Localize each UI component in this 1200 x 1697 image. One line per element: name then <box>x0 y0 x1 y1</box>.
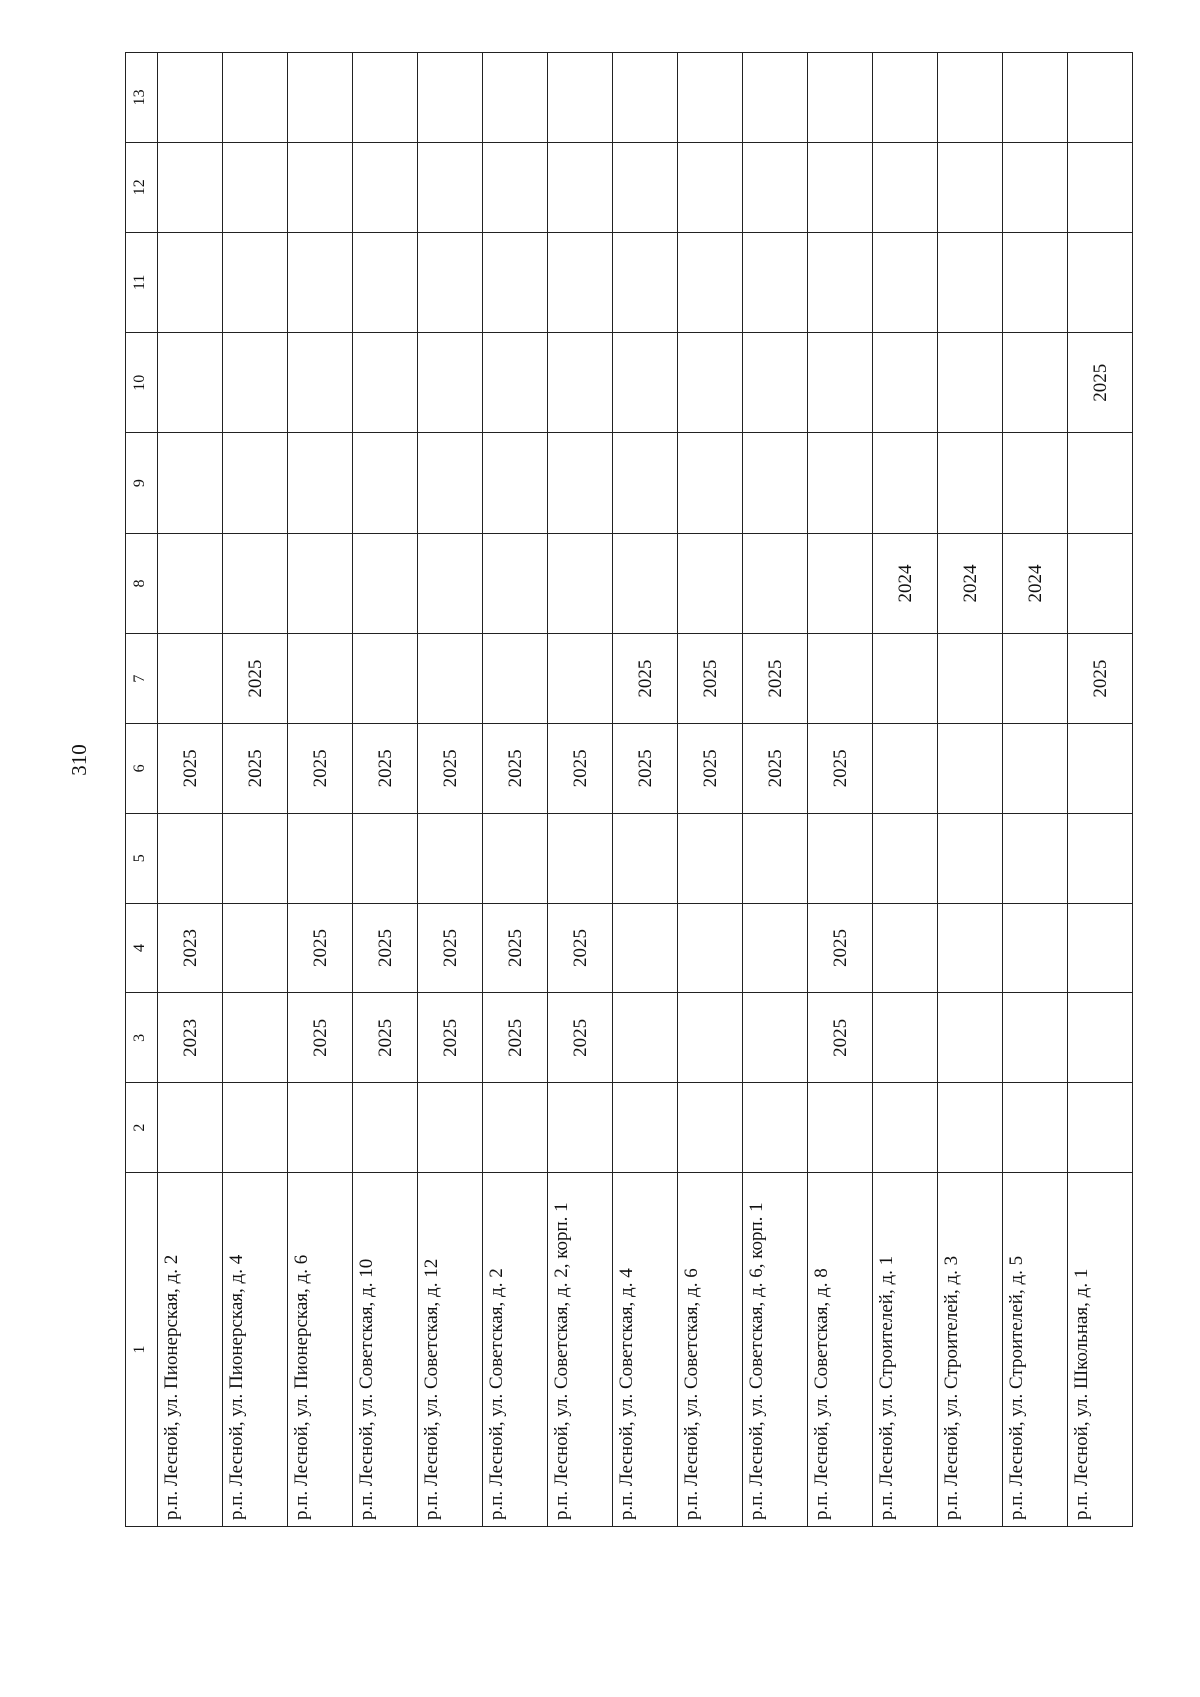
year-cell <box>938 53 1003 143</box>
year-cell <box>743 903 808 993</box>
year-cell <box>158 232 223 332</box>
year-cell <box>1003 333 1068 433</box>
year-cell <box>873 333 938 433</box>
year-cell <box>223 232 288 332</box>
table-row <box>743 53 808 1527</box>
year-cell: 2025 <box>808 903 873 993</box>
year-cell <box>548 232 613 332</box>
year-cell <box>1068 813 1133 903</box>
year-cell <box>873 813 938 903</box>
year-cell <box>1068 433 1133 533</box>
year-cell <box>808 634 873 724</box>
year-cell <box>873 142 938 232</box>
address-cell: р.п. Лесной, ул. Пионерская, д. 4 <box>223 1173 288 1527</box>
year-cell: 2025 <box>158 723 223 813</box>
year-cell <box>1068 1083 1133 1173</box>
year-cell <box>223 142 288 232</box>
table-row <box>938 53 1003 1527</box>
year-cell <box>288 333 353 433</box>
year-cell: 2025 <box>678 723 743 813</box>
year-cell <box>353 53 418 143</box>
address-cell: р.п. Лесной, ул. Советская, д. 2 <box>483 1173 548 1527</box>
year-cell <box>873 993 938 1083</box>
address-cell: р.п. Лесной, ул. Советская, д. 2, корп. 1 <box>548 1173 613 1527</box>
year-cell <box>613 993 678 1083</box>
year-cell <box>743 142 808 232</box>
year-cell <box>873 433 938 533</box>
year-cell <box>483 333 548 433</box>
year-cell <box>1068 993 1133 1083</box>
year-cell <box>483 1083 548 1173</box>
table-row <box>288 53 353 1527</box>
schedule-table <box>125 52 1133 1527</box>
year-cell <box>938 813 1003 903</box>
year-cell <box>678 533 743 633</box>
year-cell <box>613 333 678 433</box>
year-cell <box>548 1083 613 1173</box>
year-cell <box>483 142 548 232</box>
rotated-table-container <box>125 52 1111 1527</box>
year-cell <box>678 1083 743 1173</box>
year-cell <box>353 142 418 232</box>
year-cell <box>873 723 938 813</box>
year-cell: 2024 <box>1003 533 1068 633</box>
year-cell <box>223 533 288 633</box>
year-cell: 2025 <box>223 723 288 813</box>
year-cell <box>353 533 418 633</box>
year-cell <box>873 1083 938 1173</box>
year-cell <box>158 634 223 724</box>
year-cell <box>223 993 288 1083</box>
year-cell <box>418 333 483 433</box>
table-row <box>613 53 678 1527</box>
year-cell <box>873 53 938 143</box>
year-cell <box>418 53 483 143</box>
table-row <box>483 53 548 1527</box>
year-cell <box>743 533 808 633</box>
year-cell <box>548 433 613 533</box>
year-cell <box>1003 142 1068 232</box>
year-cell <box>288 433 353 533</box>
column-number-cell: 5 <box>126 813 158 903</box>
year-cell <box>938 232 1003 332</box>
address-cell: р.п. Лесной, ул. Строителей, д. 1 <box>873 1173 938 1527</box>
year-cell: 2025 <box>1068 333 1133 433</box>
year-cell <box>158 333 223 433</box>
year-cell <box>158 813 223 903</box>
year-cell <box>418 142 483 232</box>
year-cell: 2025 <box>288 723 353 813</box>
year-cell <box>613 903 678 993</box>
year-cell: 2025 <box>353 723 418 813</box>
table-row <box>548 53 613 1527</box>
year-cell <box>353 634 418 724</box>
year-cell <box>483 533 548 633</box>
year-cell <box>743 333 808 433</box>
year-cell <box>548 142 613 232</box>
year-cell <box>1068 533 1133 633</box>
year-cell: 2025 <box>483 903 548 993</box>
column-number-cell: 11 <box>126 232 158 332</box>
year-cell <box>353 813 418 903</box>
year-cell <box>548 533 613 633</box>
year-cell: 2025 <box>418 993 483 1083</box>
year-cell <box>158 1083 223 1173</box>
year-cell: 2025 <box>1068 634 1133 724</box>
address-cell: р.п. Лесной, ул. Строителей, д. 3 <box>938 1173 1003 1527</box>
address-cell: р.п. Лесной, ул. Советская, д. 8 <box>808 1173 873 1527</box>
table-row <box>808 53 873 1527</box>
column-number-cell: 13 <box>126 53 158 143</box>
year-cell <box>808 232 873 332</box>
year-cell: 2025 <box>808 993 873 1083</box>
year-cell <box>613 53 678 143</box>
year-cell <box>938 433 1003 533</box>
year-cell <box>613 1083 678 1173</box>
year-cell <box>743 993 808 1083</box>
year-cell <box>808 813 873 903</box>
address-cell: р.п. Лесной, ул. Советская, д. 4 <box>613 1173 678 1527</box>
year-cell: 2024 <box>938 533 1003 633</box>
column-number-cell: 10 <box>126 333 158 433</box>
year-cell <box>288 1083 353 1173</box>
year-cell: 2025 <box>548 903 613 993</box>
column-number-cell: 9 <box>126 433 158 533</box>
year-cell <box>418 533 483 633</box>
year-cell <box>873 903 938 993</box>
column-number-cell: 3 <box>126 993 158 1083</box>
year-cell <box>938 333 1003 433</box>
table-row <box>1068 53 1133 1527</box>
year-cell <box>353 232 418 332</box>
year-cell <box>288 142 353 232</box>
year-cell <box>678 993 743 1083</box>
year-cell: 2025 <box>743 634 808 724</box>
year-cell <box>1003 903 1068 993</box>
year-cell <box>678 232 743 332</box>
year-cell <box>353 1083 418 1173</box>
year-cell: 2025 <box>613 634 678 724</box>
year-cell <box>678 433 743 533</box>
year-cell <box>158 533 223 633</box>
column-number-cell: 1 <box>126 1173 158 1527</box>
year-cell: 2025 <box>418 723 483 813</box>
year-cell: 2025 <box>548 993 613 1083</box>
year-cell <box>223 433 288 533</box>
year-cell <box>548 634 613 724</box>
address-cell: р.п. Лесной, ул. Пионерская, д. 2 <box>158 1173 223 1527</box>
year-cell <box>938 993 1003 1083</box>
year-cell: 2023 <box>158 903 223 993</box>
year-cell <box>678 903 743 993</box>
year-cell: 2025 <box>223 634 288 724</box>
address-cell: р.п. Лесной, ул. Советская, д. 10 <box>353 1173 418 1527</box>
year-cell <box>1068 903 1133 993</box>
year-cell <box>678 53 743 143</box>
table-row <box>678 53 743 1527</box>
year-cell <box>938 1083 1003 1173</box>
year-cell <box>1003 634 1068 724</box>
year-cell <box>808 53 873 143</box>
year-cell <box>808 433 873 533</box>
address-cell: р.п. Лесной, ул. Школьная, д. 1 <box>1068 1173 1133 1527</box>
column-number-cell: 6 <box>126 723 158 813</box>
year-cell <box>223 333 288 433</box>
year-cell <box>808 533 873 633</box>
year-cell <box>483 53 548 143</box>
year-cell <box>1068 232 1133 332</box>
table-row <box>1003 53 1068 1527</box>
year-cell: 2025 <box>548 723 613 813</box>
year-cell <box>1068 142 1133 232</box>
year-cell: 2025 <box>353 903 418 993</box>
year-cell <box>1068 53 1133 143</box>
year-cell <box>743 813 808 903</box>
year-cell <box>808 333 873 433</box>
year-cell <box>158 142 223 232</box>
year-cell <box>613 232 678 332</box>
year-cell <box>808 142 873 232</box>
year-cell <box>743 433 808 533</box>
year-cell <box>678 813 743 903</box>
year-cell <box>483 232 548 332</box>
year-cell: 2023 <box>158 993 223 1083</box>
year-cell <box>613 533 678 633</box>
year-cell <box>483 634 548 724</box>
year-cell <box>743 232 808 332</box>
year-cell <box>1003 993 1068 1083</box>
year-cell <box>418 433 483 533</box>
address-cell: р.п. Лесной, ул. Советская, д. 6 <box>678 1173 743 1527</box>
table-row <box>158 53 223 1527</box>
table-row <box>873 53 938 1527</box>
year-cell: 2025 <box>353 993 418 1083</box>
year-cell <box>353 333 418 433</box>
year-cell <box>1003 1083 1068 1173</box>
year-cell <box>938 903 1003 993</box>
year-cell <box>483 433 548 533</box>
year-cell: 2025 <box>678 634 743 724</box>
year-cell <box>288 634 353 724</box>
year-cell <box>743 1083 808 1173</box>
year-cell: 2025 <box>418 903 483 993</box>
year-cell <box>678 333 743 433</box>
year-cell <box>418 1083 483 1173</box>
year-cell <box>873 634 938 724</box>
year-cell: 2025 <box>483 993 548 1083</box>
year-cell: 2024 <box>873 533 938 633</box>
year-cell <box>418 232 483 332</box>
column-number-cell: 8 <box>126 533 158 633</box>
year-cell <box>938 142 1003 232</box>
year-cell <box>288 813 353 903</box>
year-cell <box>1003 723 1068 813</box>
year-cell <box>938 723 1003 813</box>
year-cell: 2025 <box>288 993 353 1083</box>
year-cell: 2025 <box>743 723 808 813</box>
year-cell <box>1003 53 1068 143</box>
year-cell <box>288 533 353 633</box>
page-number: 310 <box>67 744 91 776</box>
year-cell <box>613 813 678 903</box>
address-cell: р.п. Лесной, ул. Советская, д. 12 <box>418 1173 483 1527</box>
year-cell <box>548 53 613 143</box>
year-cell <box>288 232 353 332</box>
year-cell <box>548 813 613 903</box>
year-cell <box>288 53 353 143</box>
year-cell <box>1003 433 1068 533</box>
year-cell <box>223 903 288 993</box>
address-cell: р.п. Лесной, ул. Пионерская, д. 6 <box>288 1173 353 1527</box>
year-cell: 2025 <box>483 723 548 813</box>
year-cell <box>548 333 613 433</box>
table-row <box>353 53 418 1527</box>
year-cell: 2025 <box>288 903 353 993</box>
year-cell: 2025 <box>613 723 678 813</box>
year-cell <box>223 813 288 903</box>
year-cell <box>678 142 743 232</box>
year-cell <box>418 813 483 903</box>
year-cell <box>158 53 223 143</box>
year-cell <box>223 53 288 143</box>
year-cell <box>353 433 418 533</box>
year-cell <box>938 634 1003 724</box>
year-cell <box>613 142 678 232</box>
year-cell <box>743 53 808 143</box>
year-cell <box>1068 723 1133 813</box>
column-number-row <box>126 53 158 1527</box>
address-cell: р.п. Лесной, ул. Строителей, д. 5 <box>1003 1173 1068 1527</box>
year-cell <box>1003 232 1068 332</box>
address-cell: р.п. Лесной, ул. Советская, д. 6, корп. 1 <box>743 1173 808 1527</box>
document-table-area <box>125 52 1111 1527</box>
column-number-cell: 7 <box>126 634 158 724</box>
column-number-cell: 2 <box>126 1083 158 1173</box>
year-cell <box>873 232 938 332</box>
year-cell <box>613 433 678 533</box>
table-row <box>223 53 288 1527</box>
year-cell <box>158 433 223 533</box>
table-row <box>418 53 483 1527</box>
year-cell <box>1003 813 1068 903</box>
year-cell: 2025 <box>808 723 873 813</box>
year-cell <box>483 813 548 903</box>
year-cell <box>418 634 483 724</box>
year-cell <box>808 1083 873 1173</box>
table-body <box>126 53 1133 1527</box>
year-cell <box>223 1083 288 1173</box>
column-number-cell: 12 <box>126 142 158 232</box>
column-number-cell: 4 <box>126 903 158 993</box>
